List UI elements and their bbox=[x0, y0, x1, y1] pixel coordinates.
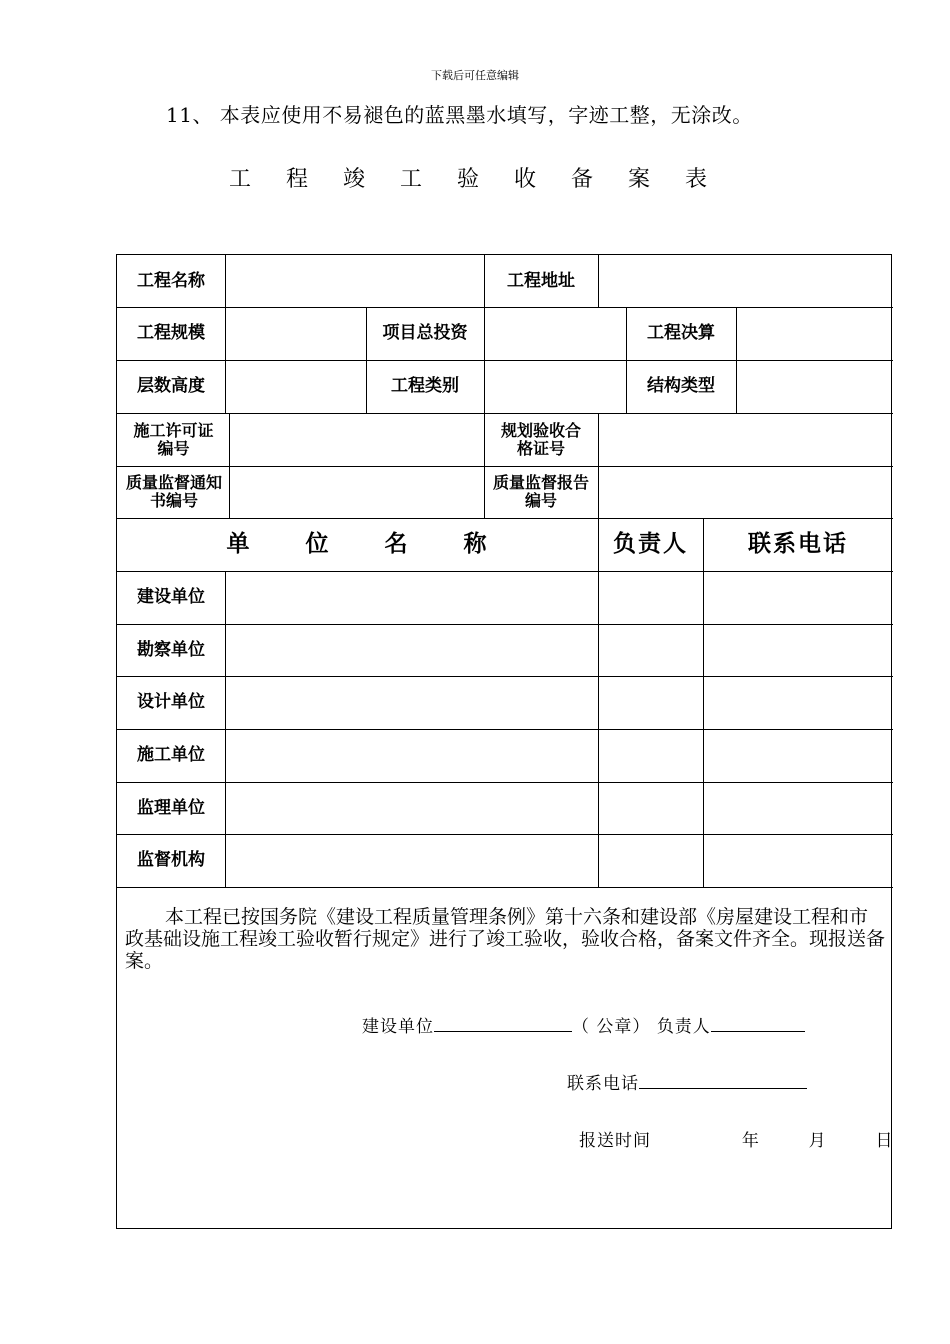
unit-person-input[interactable] bbox=[598, 676, 703, 729]
label-project-scale: 工程规模 bbox=[137, 323, 205, 343]
unit-label-design: 设计单位 bbox=[137, 692, 205, 712]
sig-phone-label: 联系电话 bbox=[567, 1074, 639, 1094]
input-project-scale[interactable] bbox=[225, 307, 366, 360]
input-quality-notice-no[interactable] bbox=[229, 466, 484, 518]
units-header-name: 单 位 名 称 bbox=[226, 531, 489, 557]
unit-label-survey: 勘察单位 bbox=[137, 639, 205, 660]
unit-person-input[interactable] bbox=[598, 834, 703, 887]
unit-phone-input[interactable] bbox=[703, 624, 893, 676]
label-project-address: 工程地址 bbox=[507, 270, 575, 291]
form-title: 工 程 竣 工 验 收 备 案 表 bbox=[229, 167, 721, 192]
unit-person-input[interactable] bbox=[598, 782, 703, 834]
input-project-name[interactable] bbox=[225, 255, 484, 307]
unit-label-supervision: 监理单位 bbox=[137, 797, 205, 818]
label-total-investment: 项目总投资 bbox=[382, 323, 468, 343]
sig-person-label: 负责人 bbox=[656, 1017, 711, 1037]
sig-unit-label: 建设单位 bbox=[362, 1017, 434, 1037]
sig-person-field[interactable] bbox=[711, 1015, 805, 1032]
unit-name-input[interactable] bbox=[225, 624, 598, 676]
unit-name-input[interactable] bbox=[225, 782, 598, 834]
unit-name-input[interactable] bbox=[225, 729, 598, 782]
label-permit-no: 施工许可证编号 bbox=[133, 420, 214, 458]
sig-seal-label: （ 公章） bbox=[572, 1017, 651, 1037]
label-project-name: 工程名称 bbox=[137, 270, 205, 291]
unit-phone-input[interactable] bbox=[703, 834, 893, 887]
filing-statement: 本工程已按国务院《建设工程质量管理条例》第十六条和建设部《房屋建设工程和市政基础设施工程竣工验收暂行规定》进行了竣工验收，验收合格，备案文件齐全。现报送备案。 bbox=[125, 906, 886, 972]
units-header-person: 负责人 bbox=[613, 531, 688, 557]
input-quality-report-no[interactable] bbox=[598, 466, 893, 518]
unit-phone-input[interactable] bbox=[703, 782, 893, 834]
unit-phone-input[interactable] bbox=[703, 676, 893, 729]
unit-name-input[interactable] bbox=[225, 834, 598, 887]
label-project-settlement: 工程决算 bbox=[647, 323, 715, 343]
input-total-investment[interactable] bbox=[484, 307, 626, 360]
sig-year-label: 年 bbox=[741, 1131, 760, 1151]
unit-person-input[interactable] bbox=[598, 571, 703, 624]
sig-unit-field[interactable] bbox=[434, 1015, 572, 1032]
input-permit-no[interactable] bbox=[229, 413, 484, 466]
sig-day-label: 日 bbox=[875, 1131, 894, 1151]
input-planning-cert-no[interactable] bbox=[598, 413, 893, 466]
sig-phone-field[interactable] bbox=[639, 1072, 807, 1089]
sig-time-label: 报送时间 bbox=[579, 1131, 651, 1151]
signature-line-unit bbox=[362, 1012, 805, 1037]
label-quality-report-no: 质量监督报告编号 bbox=[492, 473, 589, 510]
unit-person-input[interactable] bbox=[598, 729, 703, 782]
input-project-address[interactable] bbox=[598, 255, 893, 307]
unit-name-input[interactable] bbox=[225, 571, 598, 624]
input-structure-type[interactable] bbox=[736, 360, 893, 413]
label-structure-type: 结构类型 bbox=[647, 376, 715, 396]
instruction-text: 11、 本表应使用不易褪色的蓝黑墨水填写，字迹工整，无涂改。 bbox=[166, 103, 753, 127]
unit-phone-input[interactable] bbox=[703, 571, 893, 624]
unit-person-input[interactable] bbox=[598, 624, 703, 676]
unit-label-contractor: 施工单位 bbox=[137, 745, 205, 765]
input-project-settlement[interactable] bbox=[736, 307, 893, 360]
label-planning-cert-no: 规划验收合格证号 bbox=[500, 420, 581, 458]
input-floors-height[interactable] bbox=[225, 360, 366, 413]
unit-phone-input[interactable] bbox=[703, 729, 893, 782]
label-quality-notice-no: 质量监督通知书编号 bbox=[125, 473, 222, 510]
unit-label-construction: 建设单位 bbox=[137, 587, 205, 607]
signature-line-phone bbox=[567, 1069, 807, 1094]
unit-label-oversight: 监督机构 bbox=[137, 850, 205, 870]
input-project-category[interactable] bbox=[484, 360, 626, 413]
label-project-category: 工程类别 bbox=[391, 376, 459, 396]
sig-month-label: 月 bbox=[808, 1131, 827, 1151]
record-form bbox=[116, 254, 892, 1229]
header-note: 下载后可任意编辑 bbox=[431, 69, 519, 82]
unit-name-input[interactable] bbox=[225, 676, 598, 729]
label-floors-height: 层数高度 bbox=[137, 376, 205, 396]
signature-line-time bbox=[579, 1126, 893, 1151]
units-header-phone: 联系电话 bbox=[748, 531, 848, 557]
